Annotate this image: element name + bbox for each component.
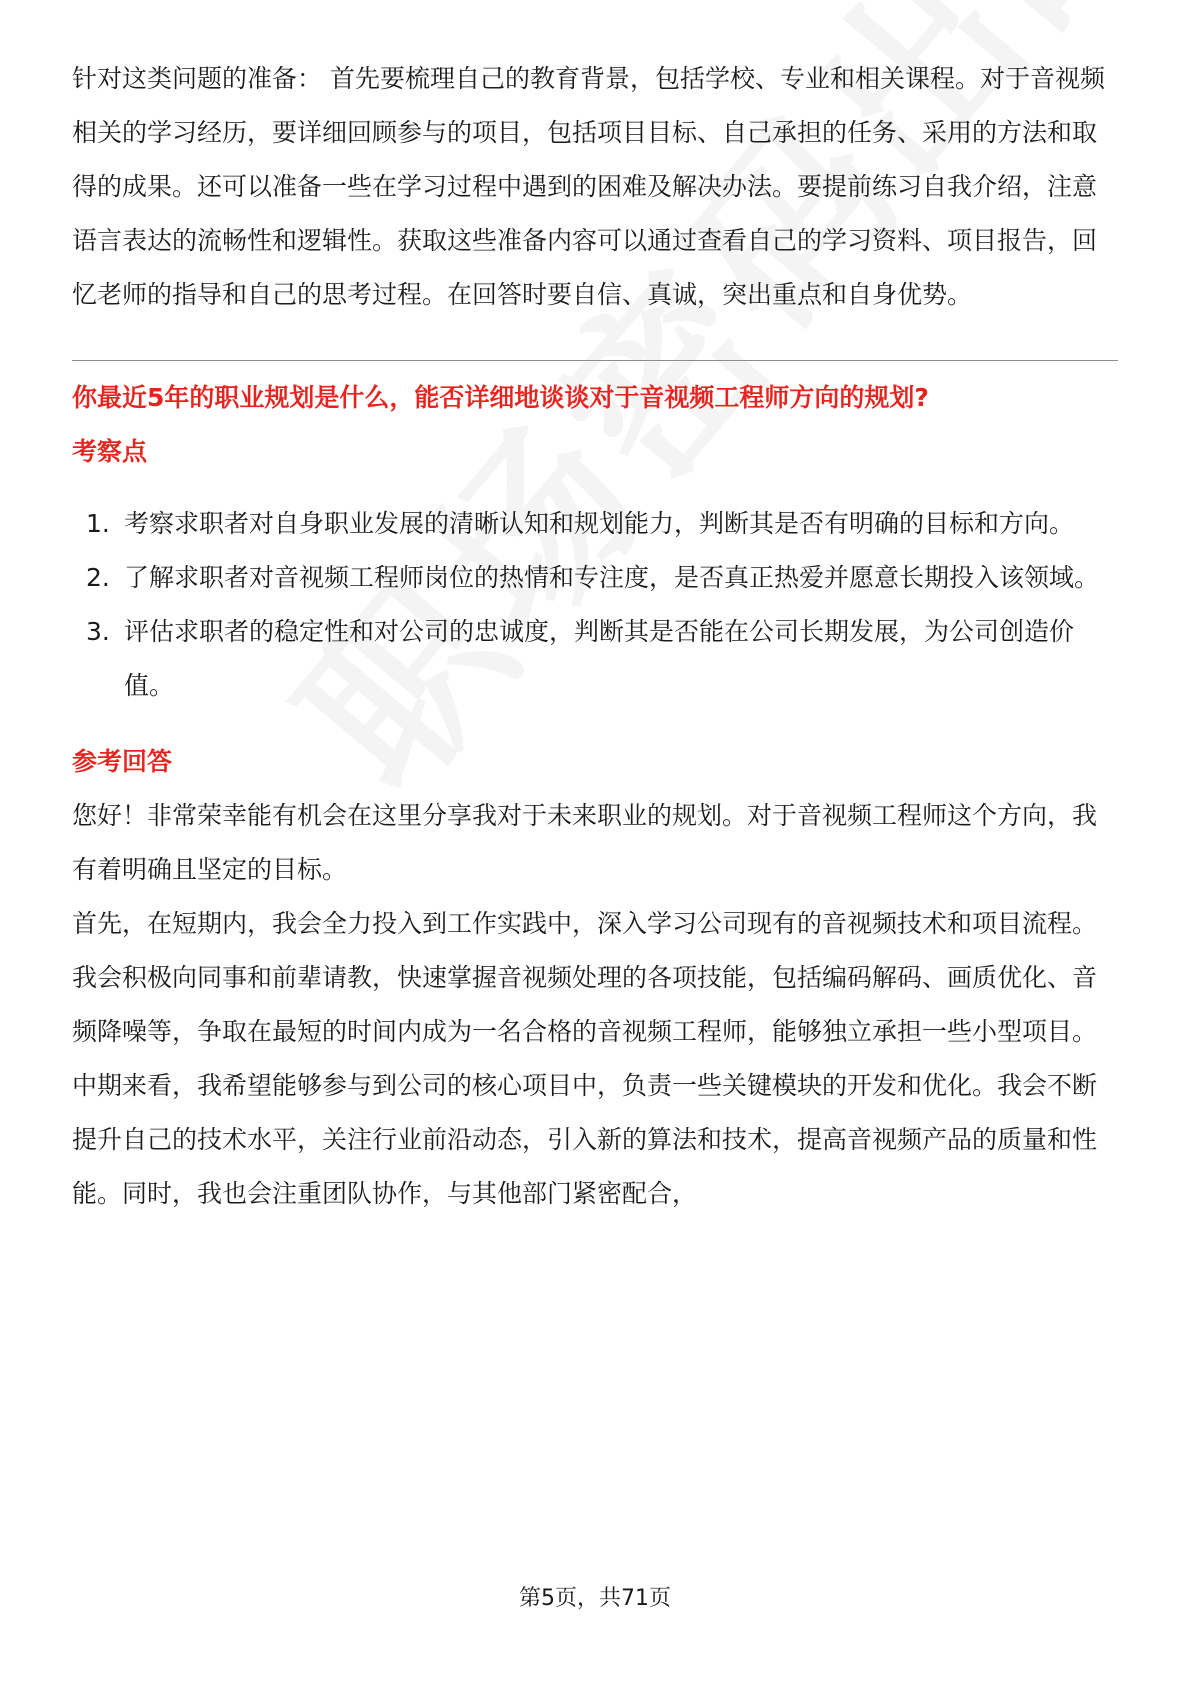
exam-points-list (72, 497, 1118, 713)
intro-paragraph: 针对这类问题的准备： 首先要梳理自己的教育背景，包括学校、专业和相关课程。对于音视频相关的学习经历，要详细回顾参与的项目，包括项目目标、自己承担的任务、采用的方法和取得的成果。还可以准备一些在学习过程中遇到的困难及解决办法。要提前练习自我介绍，注意语言表达的流畅性和逻辑性。获取这些准备内容可以通过查看自己的学习资料、项目报告，回忆老师的指导和自己的思考过程。在回答时要自信、真诚，突出重点和自身优势。 (72, 64, 1105, 309)
answer-paragraph: 您好！非常荣幸能有机会在这里分享我对于未来职业的规划。对于音视频工程师这个方向，我有着明确且坚定的目标。 (72, 801, 1098, 884)
exam-points-label: 考察点 (72, 437, 148, 466)
list-item-number: 3. (86, 617, 110, 646)
page-content (72, 52, 1118, 1221)
list-item (72, 497, 1118, 551)
list-item-number: 1. (86, 509, 110, 538)
list-item (72, 551, 1118, 605)
page-footer: 第5页，共71页 (519, 1586, 671, 1611)
list-item-text: 评估求职者的稳定性和对公司的忠诚度，判断其是否能在公司长期发展，为公司创造价值。 (124, 617, 1075, 700)
list-item-text: 了解求职者对音视频工程师岗位的热情和专注度，是否真正热爱并愿意长期投入该领域。 (124, 563, 1100, 592)
question-heading: 你最近5年的职业规划是什么，能否详细地谈谈对于音视频工程师方向的规划? (72, 383, 929, 412)
spacer (72, 322, 1118, 360)
answer-paragraph: 中期来看，我希望能够参与到公司的核心项目中，负责一些关键模块的开发和优化。我会不断提升自己的技术水平，关注行业前沿动态，引入新的算法和技术，提高音视频产品的质量和性能。同时，我也会注重团队协作，与其他部门紧密配合， (72, 1071, 1098, 1208)
list-item (72, 605, 1118, 713)
list-item-number: 2. (86, 563, 110, 592)
section-divider (72, 360, 1118, 361)
list-item-text: 考察求职者对自身职业发展的清晰认知和规划能力，判断其是否有明确的目标和方向。 (124, 509, 1075, 538)
answer-paragraph: 首先，在短期内，我会全力投入到工作实践中，深入学习公司现有的音视频技术和项目流程。我会积极向同事和前辈请教，快速掌握音视频处理的各项技能，包括编码解码、画质优化、音频降噪等，争取在最短的时间内成为一名合格的音视频工程师，能够独立承担一些小型项目。 (72, 909, 1098, 1046)
answer-label: 参考回答 (72, 747, 173, 776)
